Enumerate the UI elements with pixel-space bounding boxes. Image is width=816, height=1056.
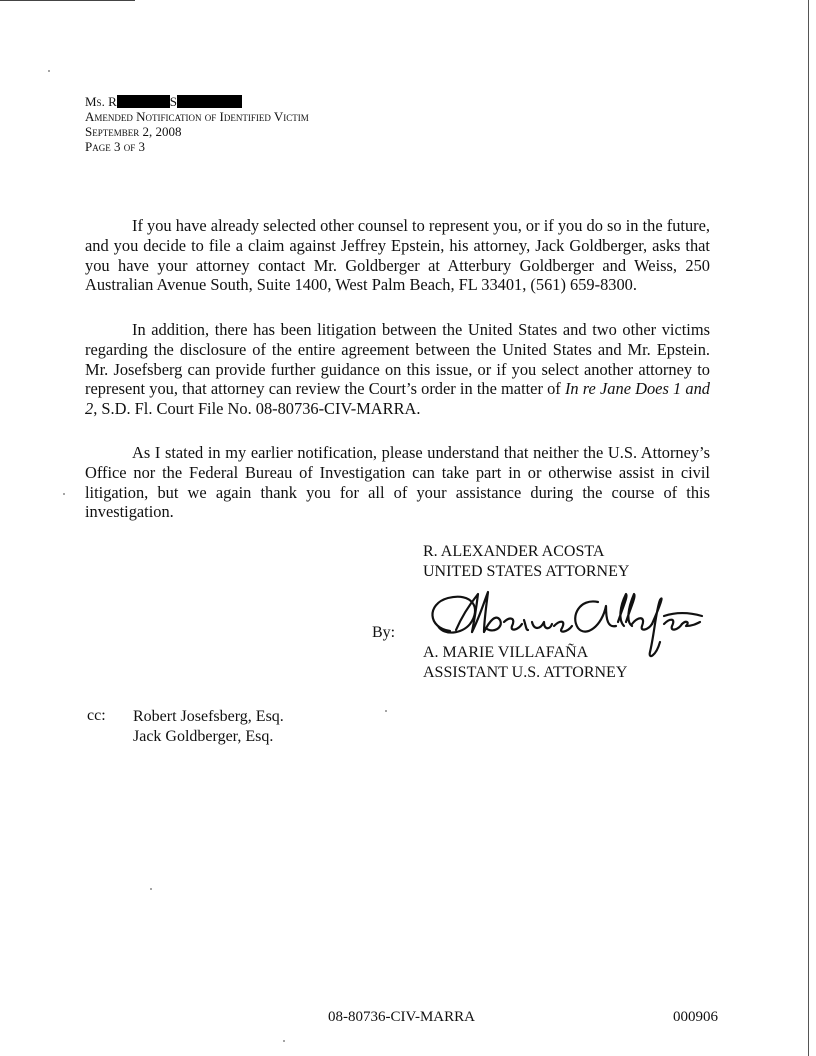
- paragraph-litigation-text: In addition, there has been litigation between the United States and two other victims regarding the disclosure of the entire agreement between the United States and Mr. Epstein. Mr. Josefsberg can provide further guidance on this issue, or if you select another attorney to represent you, that attorney can review the Court’s order in the matter of: [85, 320, 710, 399]
- scan-speck: [150, 888, 152, 890]
- us-attorney-title: UNITED STATES ATTORNEY: [423, 563, 630, 580]
- letter-subject: Amended Notification of Identified Victim: [85, 109, 309, 124]
- by-label: By:: [372, 624, 396, 641]
- scan-edge-line-right: [808, 0, 809, 1056]
- footer-case-number: 08-80736-CIV-MARRA: [328, 1009, 475, 1025]
- paragraph-litigation: [85, 320, 710, 419]
- redaction-bar: [177, 95, 242, 108]
- recipient-line: [85, 94, 309, 109]
- letter-header: [85, 94, 309, 154]
- cc-recipient: Jack Goldberger, Esq.: [133, 728, 274, 745]
- cc-list: [133, 707, 284, 747]
- recipient-name-mid: S: [169, 94, 177, 109]
- paragraph-closing: As I stated in my earlier notification, please understand that neither the U.S. Attorney’s Office nor the Federal Bureau of Investigation can take part in or otherwise assist in civil litigation, but we again thank you for all of your assistance during the course of this investigation.: [85, 443, 710, 522]
- scan-edge-line: [0, 0, 135, 1]
- signature-block-primary: [423, 542, 629, 582]
- signer-title: ASSISTANT U.S. ATTORNEY: [423, 664, 628, 681]
- signer-name: A. MARIE VILLAFAÑA: [423, 644, 589, 661]
- letter-date: September 2, 2008: [85, 124, 182, 139]
- paragraph-litigation-end: , S.D. Fl. Court File No. 08-80736-CIV-MARRA.: [93, 399, 421, 419]
- paragraph-counsel: If you have already selected other counsel to represent you, or if you do so in the future, and you decide to file a claim against Jeffrey Epstein, his attorney, Jack Goldberger, asks that you have your attorney contact Mr. Goldberger at Atterbury Goldberger and Weiss, 250 Australian Avenue South, Suite 1400, West Palm Beach, FL 33401, (561) 659-8300.: [85, 216, 710, 295]
- scan-speck: [283, 1040, 285, 1042]
- case-name: In re Jane Does 1 and 2: [85, 379, 710, 419]
- cc-label: cc:: [87, 707, 106, 724]
- cc-recipient: Robert Josefsberg, Esq.: [133, 708, 284, 725]
- page-indicator: Page 3 of 3: [85, 139, 145, 154]
- scan-speck: [385, 710, 387, 712]
- recipient-name-start: Ms. R: [85, 94, 117, 109]
- scan-speck: [48, 70, 50, 72]
- signature-block-signer: [423, 643, 627, 683]
- scan-speck: [63, 493, 65, 495]
- us-attorney-name: R. ALEXANDER ACOSTA: [423, 543, 605, 560]
- footer-bates-number: 000906: [673, 1009, 718, 1025]
- redaction-bar: [117, 95, 170, 108]
